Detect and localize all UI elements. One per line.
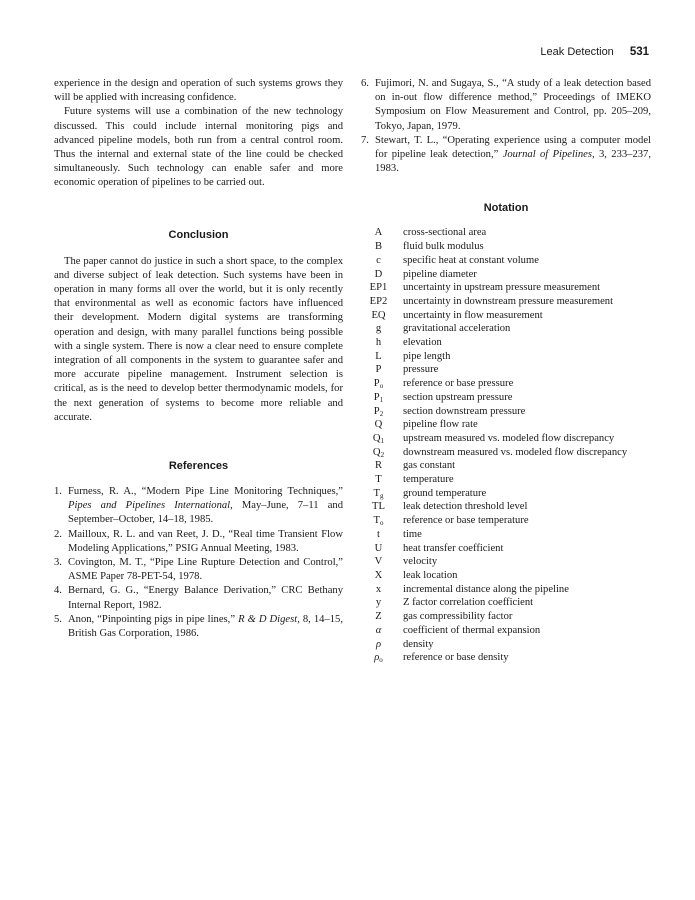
right-column <box>361 77 651 665</box>
notation-symbol <box>361 542 396 556</box>
notation-symbol-base: X <box>374 570 383 581</box>
running-header <box>540 46 649 58</box>
notation-symbol <box>361 336 396 350</box>
notation-symbol-base: TL <box>372 501 385 513</box>
notation-definition: section upstream pressure <box>403 391 513 403</box>
notation-symbol <box>361 363 396 377</box>
left-column <box>54 77 343 641</box>
reference-number: 6. <box>361 78 369 89</box>
notation-symbol <box>361 569 396 583</box>
notation-symbol-subscript: o <box>379 519 384 528</box>
notation-definition: gas compressibility factor <box>403 611 513 623</box>
notation-symbol-base: T <box>373 487 380 499</box>
notation-symbol <box>361 610 396 624</box>
notation-definition: pipeline diameter <box>403 268 477 280</box>
notation-symbol <box>361 555 396 569</box>
notation-symbol-base: EP2 <box>369 295 388 307</box>
reference-number: 4. <box>54 585 62 597</box>
notation-symbol-base: Z <box>375 611 382 623</box>
notation-symbol-base: EP1 <box>369 282 388 294</box>
notation-symbol <box>361 309 396 323</box>
notation-symbol-subscript: g <box>379 491 384 500</box>
notation-symbol-base: L <box>375 350 382 362</box>
reference-item <box>54 556 343 584</box>
reference-text: Fujimori, N. and Sugaya, S., “A study of a leak detection based on in-out flow difference method,” Proceedings of IMEKO Symposium on Flow Measurement and Control, pp. 205–209, Tokyo, Japan, 1979. <box>375 78 651 132</box>
notation-definition: time <box>403 528 422 540</box>
reference-item <box>54 485 343 528</box>
notation-heading: Notation <box>483 202 529 215</box>
reference-list-left <box>54 485 343 641</box>
notation-definition: velocity <box>403 556 438 568</box>
reference-number: 1. <box>54 486 62 498</box>
notation-symbol-base: α <box>375 624 382 636</box>
notation-definition: section downstream pressure <box>403 405 526 417</box>
conclusion-paragraph: The paper cannot do justice in such a short space, to the complex and diverse subject of leak detection. Such systems have been in operation in many forms all over the world, but it is only recently that environmental as well as economic factors have influenced their development. Modern digital systems are transforming operation and design, with many parallel functions being possible with a single system. There is now a clear need to ensure complete integration of all components in the system to guarantee safer and more accurate pipeline management. Instrument selection is critical, as is the need to develop better thermodynamic models, for the next generation of systems to become more reliable and accurate. <box>54 255 343 423</box>
notation-definition: specific heat at constant volume <box>403 254 539 266</box>
notation-symbol <box>361 405 396 419</box>
notation-symbol-base: x <box>375 583 382 595</box>
notation-definition: uncertainty in upstream pressure measurement <box>403 282 601 294</box>
notation-symbol-base: P <box>373 378 380 390</box>
reference-item <box>361 77 651 134</box>
notation-symbol-base: P <box>373 405 380 417</box>
notation-definition: leak location <box>403 570 458 581</box>
notation-definition: gas constant <box>403 460 456 472</box>
notation-symbol-base: c <box>376 254 381 266</box>
notation-definition: density <box>403 638 434 650</box>
notation-symbol-subscript: 2 <box>380 450 385 459</box>
notation-symbol-base: ρ <box>375 638 382 650</box>
notation-symbol-subscript: 2 <box>379 409 384 418</box>
reference-item <box>54 528 343 556</box>
notation-symbol <box>361 528 396 542</box>
reference-text: Covington, M. T., “Pipe Line Rupture Detection and Control,” ASME Paper 78-PET-54, 1978. <box>68 557 343 583</box>
notation-definition: gravitational acceleration <box>403 323 511 335</box>
reference-text-tail: May–June, 7–11 and September–October, 14–18, 1985. <box>68 500 343 526</box>
notation-symbol <box>361 418 396 432</box>
notation-symbol-base: U <box>374 542 383 554</box>
running-title: Leak Detection <box>540 46 614 58</box>
notation-symbol <box>361 651 396 665</box>
notation-definition: cross-sectional area <box>403 227 487 239</box>
notation-definition: pressure <box>403 364 439 376</box>
notation-definition: elevation <box>403 337 442 349</box>
notation-symbol <box>361 268 396 282</box>
notation-symbol <box>361 624 396 638</box>
notation-symbol-subscript: 1 <box>380 436 385 445</box>
notation-symbol-base: ρ <box>374 652 380 664</box>
reference-text: Stewart, T. L., “Operating experience using a computer model for pipeline leak detection,” <box>375 134 651 161</box>
notation-symbol-base: Q <box>372 432 381 444</box>
notation-symbol-base: D <box>374 268 383 280</box>
notation-symbol-base: B <box>374 241 383 253</box>
notation-symbol-base: T <box>373 515 380 527</box>
reference-journal: R & D Digest, <box>238 613 300 625</box>
notation-symbol-base: g <box>375 323 382 335</box>
notation-symbol-base: T <box>375 474 382 486</box>
notation-symbol <box>361 487 396 501</box>
notation-symbol-base: P <box>373 391 380 403</box>
reference-text-tail: 8, 14–15, British Gas Corporation, 1986. <box>68 613 343 640</box>
reference-journal: Journal of Pipelines, <box>502 149 595 161</box>
notation-symbol-subscript: o <box>379 382 384 391</box>
notation-symbol-base: h <box>375 337 382 349</box>
references-heading: References <box>168 460 229 473</box>
reference-number: 5. <box>54 613 62 625</box>
notation-symbol-subscript: o <box>379 656 383 665</box>
reference-text: Bernard, G. G., “Energy Balance Derivation,” CRC Bethany Internal Report, 1982. <box>68 585 343 611</box>
notation-symbol-base: Q <box>374 419 383 431</box>
notation-symbol <box>361 459 396 473</box>
notation-symbol <box>361 240 396 254</box>
notation-definition: leak detection threshold level <box>403 501 528 513</box>
reference-number: 2. <box>54 528 62 540</box>
notation-symbol <box>361 254 396 268</box>
notation-symbol-base: y <box>375 597 382 609</box>
notation-symbol <box>361 473 396 487</box>
reference-journal: Pipes and Pipelines International, <box>68 500 233 512</box>
notation-symbol <box>361 500 396 514</box>
notation-symbol <box>361 638 396 652</box>
notation-symbol-base: t <box>377 528 380 540</box>
notation-symbol <box>361 350 396 364</box>
notation-symbol <box>361 446 396 460</box>
notation-symbol-base: EQ <box>371 309 386 321</box>
notation-definition: coefficient of thermal expansion <box>403 624 541 636</box>
intro-paragraph-1: experience in the design and operation of such systems grows they will be applied with increasing confidence. <box>54 78 343 104</box>
page-number: 531 <box>629 46 649 58</box>
notation-definition: heat transfer coefficient <box>403 542 504 554</box>
reference-text: Mailloux, R. L. and van Reet, J. D., “Real time Transient Flow Modeling Applications,” PSIG Annual Meeting, 1983. <box>68 528 343 554</box>
notation-definition: downstream measured vs. modeled flow discrepancy <box>403 446 628 458</box>
notation-symbol <box>361 322 396 336</box>
reference-item <box>54 613 343 641</box>
notation-definition: uncertainty in downstream pressure measurement <box>403 295 614 307</box>
notation-definition: fluid bulk modulus <box>403 241 484 253</box>
notation-symbol-base: R <box>374 460 383 472</box>
notation-symbol <box>361 281 396 295</box>
notation-definition: pipe length <box>403 350 451 362</box>
notation-definition: reference or base density <box>403 652 509 664</box>
notation-symbol-base: A <box>374 227 383 239</box>
notation-symbol-base: P <box>375 364 382 376</box>
notation-definition: ground temperature <box>403 487 487 499</box>
notation-definition: reference or base pressure <box>403 378 514 390</box>
reference-item <box>54 584 343 612</box>
notation-definition: uncertainty in flow measurement <box>403 309 543 321</box>
notation-definition: Z factor correlation coefficient <box>403 597 534 609</box>
notation-definition: upstream measured vs. modeled flow discrepancy <box>403 432 615 444</box>
reference-number: 3. <box>54 557 62 569</box>
reference-list-right <box>361 77 651 176</box>
notation-symbol-base: V <box>374 556 383 568</box>
intro-paragraph-2: Future systems will use a combination of the new technology discussed. This could include internal monitoring pigs and advanced pipeline models, both run from a central control room. Thus the internal and external state of the line could be checked simultaneously. Such technology can enable safer and more economic operation of pipelines to be carried out. <box>54 106 343 189</box>
notation-symbol <box>361 391 396 405</box>
notation-symbol-subscript: 1 <box>379 395 384 404</box>
notation-definition: incremental distance along the pipeline <box>403 583 569 595</box>
notation-symbol <box>361 432 396 446</box>
notation-symbol <box>361 583 396 597</box>
reference-text: Furness, R. A., “Modern Pipe Line Monitoring Techniques,” <box>68 486 343 498</box>
notation-list <box>361 226 651 665</box>
reference-text-tail: 3, 233–237, 1983. <box>375 149 651 175</box>
notation-symbol <box>361 295 396 309</box>
notation-symbol <box>361 514 396 528</box>
conclusion-heading: Conclusion <box>168 228 229 241</box>
notation-symbol <box>361 226 396 240</box>
notation-definition: reference or base temperature <box>403 515 529 527</box>
notation-definition: temperature <box>403 474 454 486</box>
reference-text: Anon, “Pinpointing pigs in pipe lines,” <box>68 613 239 625</box>
notation-symbol <box>361 377 396 391</box>
reference-number: 7. <box>361 134 369 146</box>
notation-symbol <box>361 596 396 610</box>
reference-item <box>361 134 651 177</box>
notation-symbol-base: Q <box>372 446 381 458</box>
notation-definition: pipeline flow rate <box>403 419 478 431</box>
